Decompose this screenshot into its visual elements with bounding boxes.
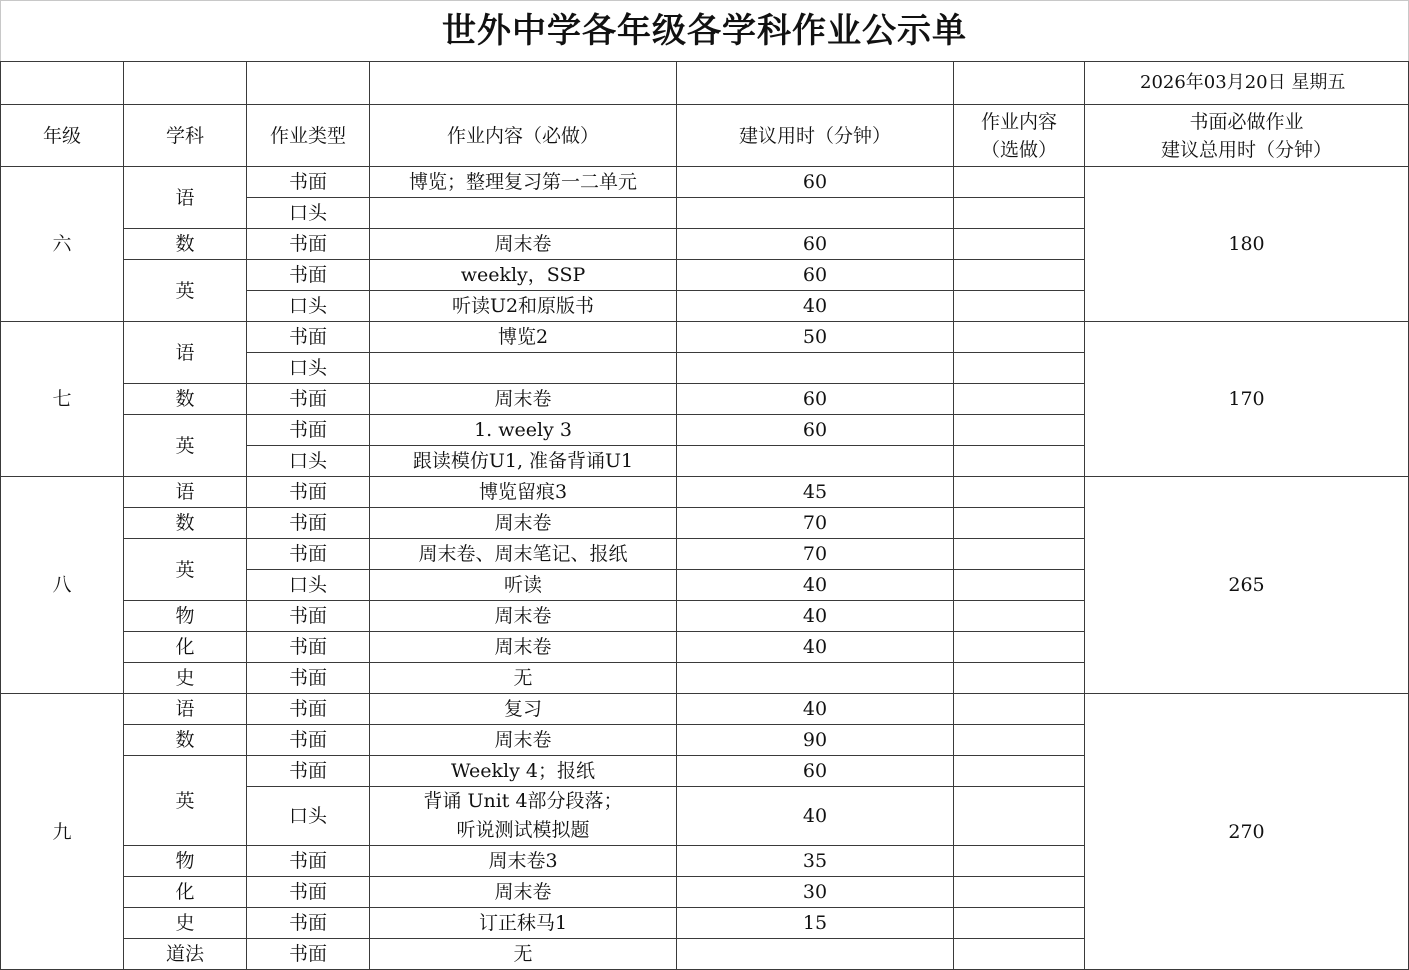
content-cell (370, 353, 677, 384)
time-cell: 60 (677, 260, 954, 291)
grade-cell: 八 (1, 477, 124, 694)
content-cell: 周末卷 (370, 601, 677, 632)
content-cell: 听读 (370, 570, 677, 601)
optional-cell (954, 322, 1085, 353)
time-cell (677, 446, 954, 477)
grade-cell: 九 (1, 694, 124, 970)
optional-cell (954, 446, 1085, 477)
time-cell: 15 (677, 908, 954, 939)
optional-cell (954, 663, 1085, 694)
subject-cell: 物 (124, 846, 247, 877)
header-type: 作业类型 (247, 105, 370, 167)
type-cell: 书面 (247, 908, 370, 939)
type-cell: 口头 (247, 291, 370, 322)
optional-cell (954, 756, 1085, 787)
blank-cell (370, 62, 677, 105)
content-cell: 订正秣马1 (370, 908, 677, 939)
header-subject: 学科 (124, 105, 247, 167)
time-cell: 40 (677, 694, 954, 725)
content-cell: 周末卷 (370, 725, 677, 756)
time-cell: 70 (677, 539, 954, 570)
subject-cell: 道法 (124, 939, 247, 970)
type-cell: 书面 (247, 229, 370, 260)
date-label: 2026年03月20日 星期五 (1085, 62, 1409, 105)
time-cell: 30 (677, 877, 954, 908)
content-cell: 周末卷 (370, 229, 677, 260)
subject-cell: 史 (124, 663, 247, 694)
time-cell (677, 198, 954, 229)
content-cell: weekly，SSP (370, 260, 677, 291)
table-row (1, 477, 1409, 508)
content-cell: 周末卷、周末笔记、报纸 (370, 539, 677, 570)
header-optional-line2: （选做） (980, 138, 1057, 161)
content-cell: 周末卷 (370, 877, 677, 908)
type-cell: 口头 (247, 198, 370, 229)
type-cell: 口头 (247, 570, 370, 601)
content-cell: 博览2 (370, 322, 677, 353)
content-cell: 听读U2和原版书 (370, 291, 677, 322)
content-cell: 周末卷 (370, 384, 677, 415)
time-cell: 50 (677, 322, 954, 353)
content-cell: 无 (370, 663, 677, 694)
content-cell: 跟读模仿U1, 准备背诵U1 (370, 446, 677, 477)
header-time: 建议用时（分钟） (677, 105, 954, 167)
type-cell: 书面 (247, 477, 370, 508)
optional-cell (954, 260, 1085, 291)
blank-cell (247, 62, 370, 105)
type-cell: 书面 (247, 877, 370, 908)
optional-cell (954, 725, 1085, 756)
content-line: 背诵 Unit 4部分段落； (423, 790, 623, 812)
content-cell: 博览留痕3 (370, 477, 677, 508)
optional-cell (954, 787, 1085, 846)
time-cell: 40 (677, 570, 954, 601)
type-cell: 书面 (247, 508, 370, 539)
subject-cell: 数 (124, 384, 247, 415)
time-cell: 60 (677, 415, 954, 446)
page-title: 世外中学各年级各学科作业公示单 (1, 1, 1409, 62)
header-row (1, 105, 1409, 167)
optional-cell (954, 477, 1085, 508)
blank-cell (677, 62, 954, 105)
total-cell: 180 (1085, 167, 1409, 322)
type-cell: 口头 (247, 787, 370, 846)
subject-cell: 化 (124, 877, 247, 908)
subject-cell: 化 (124, 632, 247, 663)
optional-cell (954, 415, 1085, 446)
optional-cell (954, 908, 1085, 939)
content-cell: 周末卷 (370, 632, 677, 663)
content-cell: 1. weely 3 (370, 415, 677, 446)
subject-cell: 语 (124, 167, 247, 229)
type-cell: 书面 (247, 663, 370, 694)
header-grade: 年级 (1, 105, 124, 167)
type-cell: 书面 (247, 539, 370, 570)
optional-cell (954, 632, 1085, 663)
optional-cell (954, 384, 1085, 415)
time-cell: 45 (677, 477, 954, 508)
content-cell (370, 787, 677, 846)
type-cell: 口头 (247, 446, 370, 477)
blank-cell (954, 62, 1085, 105)
optional-cell (954, 167, 1085, 198)
grade-cell: 六 (1, 167, 124, 322)
time-cell: 60 (677, 167, 954, 198)
type-cell: 书面 (247, 694, 370, 725)
subject-cell: 英 (124, 756, 247, 846)
content-cell: 无 (370, 939, 677, 970)
optional-cell (954, 539, 1085, 570)
type-cell: 书面 (247, 260, 370, 291)
subject-cell: 数 (124, 725, 247, 756)
optional-cell (954, 939, 1085, 970)
time-cell: 90 (677, 725, 954, 756)
time-cell: 35 (677, 846, 954, 877)
time-cell: 40 (677, 291, 954, 322)
blank-cell (1, 62, 124, 105)
table-row (1, 322, 1409, 353)
type-cell: 书面 (247, 384, 370, 415)
grade-cell: 七 (1, 322, 124, 477)
time-cell: 40 (677, 787, 954, 846)
subject-cell: 语 (124, 322, 247, 384)
table-row (1, 167, 1409, 198)
optional-cell (954, 694, 1085, 725)
time-cell (677, 353, 954, 384)
optional-cell (954, 877, 1085, 908)
header-content: 作业内容（必做） (370, 105, 677, 167)
subject-cell: 数 (124, 508, 247, 539)
time-cell: 40 (677, 601, 954, 632)
content-cell: 周末卷3 (370, 846, 677, 877)
type-cell: 书面 (247, 725, 370, 756)
type-cell: 书面 (247, 415, 370, 446)
optional-cell (954, 846, 1085, 877)
content-cell (370, 198, 677, 229)
optional-cell (954, 229, 1085, 260)
time-cell (677, 939, 954, 970)
optional-cell (954, 601, 1085, 632)
total-cell: 270 (1085, 694, 1409, 970)
subject-cell: 英 (124, 415, 247, 477)
subject-cell: 语 (124, 477, 247, 508)
optional-cell (954, 570, 1085, 601)
content-cell: 复习 (370, 694, 677, 725)
header-total-line2: 建议总用时（分钟） (1161, 138, 1333, 161)
optional-cell (954, 291, 1085, 322)
type-cell: 书面 (247, 939, 370, 970)
time-cell: 60 (677, 756, 954, 787)
type-cell: 书面 (247, 167, 370, 198)
type-cell: 书面 (247, 846, 370, 877)
time-cell: 70 (677, 508, 954, 539)
type-cell: 书面 (247, 756, 370, 787)
header-total (1085, 105, 1409, 167)
total-cell: 265 (1085, 477, 1409, 694)
subject-cell: 语 (124, 694, 247, 725)
content-cell: Weekly 4；报纸 (370, 756, 677, 787)
blank-cell (124, 62, 247, 105)
subject-cell: 史 (124, 908, 247, 939)
content-line: 听说测试模拟题 (456, 819, 590, 841)
subject-cell: 数 (124, 229, 247, 260)
total-cell: 170 (1085, 322, 1409, 477)
type-cell: 口头 (247, 353, 370, 384)
table-row (1, 694, 1409, 725)
optional-cell (954, 198, 1085, 229)
type-cell: 书面 (247, 601, 370, 632)
time-cell: 40 (677, 632, 954, 663)
type-cell: 书面 (247, 632, 370, 663)
header-optional (954, 105, 1085, 167)
time-cell: 60 (677, 384, 954, 415)
type-cell: 书面 (247, 322, 370, 353)
content-cell: 博览；整理复习第一二单元 (370, 167, 677, 198)
subject-cell: 物 (124, 601, 247, 632)
time-cell: 60 (677, 229, 954, 260)
time-cell (677, 663, 954, 694)
subject-cell: 英 (124, 260, 247, 322)
header-optional-line1: 作业内容 (980, 110, 1057, 133)
content-cell: 周末卷 (370, 508, 677, 539)
optional-cell (954, 353, 1085, 384)
optional-cell (954, 508, 1085, 539)
header-total-line1: 书面必做作业 (1189, 110, 1304, 133)
subject-cell: 英 (124, 539, 247, 601)
